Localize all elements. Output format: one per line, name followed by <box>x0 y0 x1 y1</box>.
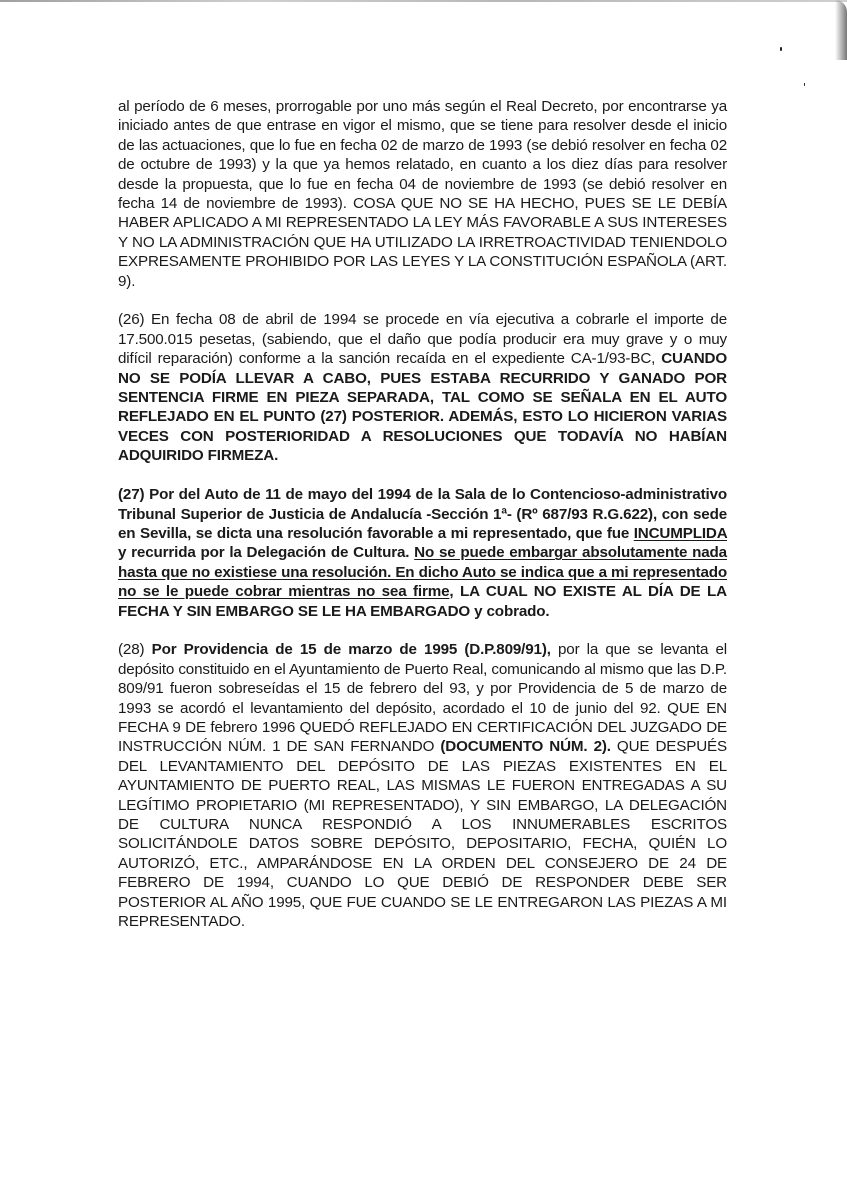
text-segment-underlined: INCUMPLIDA <box>633 524 727 542</box>
text-segment-bold: (DOCUMENTO NÚM. 2). <box>440 738 611 756</box>
text-segment-bold: (27) Por del Auto de 11 de mayo del 1994 de la Sala de lo Contencioso-administrativo Tribunal Superior de Justicia de Andalucía -Sección 1ª- (Rº 687/93 R.G.622), con sede en Sevilla, se dicta una resolución favorable a mi representado, que fue <box>118 486 727 542</box>
scan-speck <box>804 83 805 86</box>
paragraph-point-26 <box>118 310 727 465</box>
text-segment: al período de 6 meses, prorrogable por uno más según el Real Decreto, por encontrarse ya iniciado antes de que entrase en vigor el mismo, que se tiene para resolver desde el inicio de las actuaciones, que lo fue en fecha 02 de marzo de 1993 (se debió resolver en fecha 02 de octubre de 1993) y la que ya hemos relatado, en cuanto a los diez días para resolver desde la propuesta, que lo fue en fecha 04 de noviembre de 1993 (se debió resolver en fecha 14 de noviembre de 1993). COSA QUE NO SE HA HECHO, PUES SE LE DEBÍA HABER APLICADO A MI REPRESENTADO LA LEY MÁS FAVORABLE A SUS INTERESES Y NO LA ADMINISTRACIÓN QUE HA UTILIZADO LA IRRETROACTIVIDAD TENIENDOLO EXPRESAMENTE PROHIBIDO POR LAS LEYES Y LA CONSTITUCIÓN ESPAÑOLA (ART. 9). <box>118 98 727 290</box>
text-segment: QUE DESPUÉS DEL LEVANTAMIENTO DEL DEPÓSITO DE LAS PIEZAS EXISTENTES EN EL AYUNTAMIENTO DE PUERTO REAL, LAS MISMAS LE FUERON ENTREGADAS A SU LEGÍTIMO PROPIETARIO (MI REPRESENTADO), Y SIN EMBARGO, LA DELEGACIÓN DE CULTURA NUNCA RESPONDIÓ A LOS INNUMERABLES ESCRITOS SOLICITÁNDOLE DATOS SOBRE DEPÓSITO, DEPOSITARIO, FECHA, QUIÉN LO AUTORIZÓ, ETC., AMPARÁNDOSE EN LA ORDEN DEL CONSEJERO DE 24 DE FEBRERO DE 1994, CUANDO LO QUE DEBIÓ DE RESPONDER DEBE SER POSTERIOR AL AÑO 1995, QUE FUE CUANDO SE LE ENTREGARON LAS PIEZAS A MI REPRESENTADO. <box>118 738 727 931</box>
scan-speck <box>780 47 782 51</box>
paragraph-point-28 <box>118 640 727 931</box>
text-segment-bold: CUANDO NO SE PODÍA LLEVAR A CABO, PUES ESTABA RECURRIDO Y GANADO POR SENTENCIA FIRME EN PIEZA SEPARADA, TAL COMO SE SEÑALA EN EL AUTO REFLEJADO EN EL PUNTO (27) POSTERIOR. ADEMÁS, ESTO LO HICIERON VARIAS VECES CON POSTERIORIDAD A RESOLUCIONES QUE TODAVÍA NO HABÍAN ADQUIRIDO FIRMEZA. <box>118 350 727 465</box>
document-body <box>118 97 727 951</box>
paragraph-point-27 <box>118 485 727 621</box>
text-segment: (26) En fecha 08 de abril de 1994 se procede en vía ejecutiva a cobrarle el importe de 17.500.015 pesetas, (sabiendo, que el daño que podía producir era muy grave y o muy difícil reparación) conforme a la sanción recaída en el expediente CA-1/93-BC, <box>118 311 727 368</box>
text-segment: (28) <box>118 641 152 659</box>
text-segment-underlined: No se puede embargar absolutamente nada hasta que no existiese una resolución. En dicho Auto se indica que a mi representado no se le puede cobrar mientras no sea firme <box>118 544 727 601</box>
scan-corner-shadow <box>835 0 847 60</box>
paragraph-continuation <box>118 97 727 291</box>
text-segment-bold: y recurrida por la Delegación de Cultura. <box>118 544 415 562</box>
text-segment-bold: , LA CUAL NO EXISTE AL DÍA DE LA FECHA Y SIN EMBARGO SE LE HA EMBARGADO y cobrado. <box>118 583 727 620</box>
text-segment-bold: Por Providencia de 15 de marzo de 1995 (D.P.809/91), <box>151 641 551 659</box>
scan-top-edge <box>0 0 847 2</box>
text-segment: por la que se levanta el depósito constituido en el Ayuntamiento de Puerto Real, comunicando al mismo que las D.P. 809/91 fueron sobreseídas el 15 de febrero del 93, y por Providencia de 5 de marzo de 1993 se acordó el levantamiento del depósito, acordado el 10 de junio del 92. QUE EN FECHA 9 DE febrero 1996 QUEDÓ REFLEJADO EN CERTIFICACIÓN DEL JUZGADO DE INSTRUCCIÓN NÚM. 1 DE SAN FERNANDO <box>118 641 727 756</box>
